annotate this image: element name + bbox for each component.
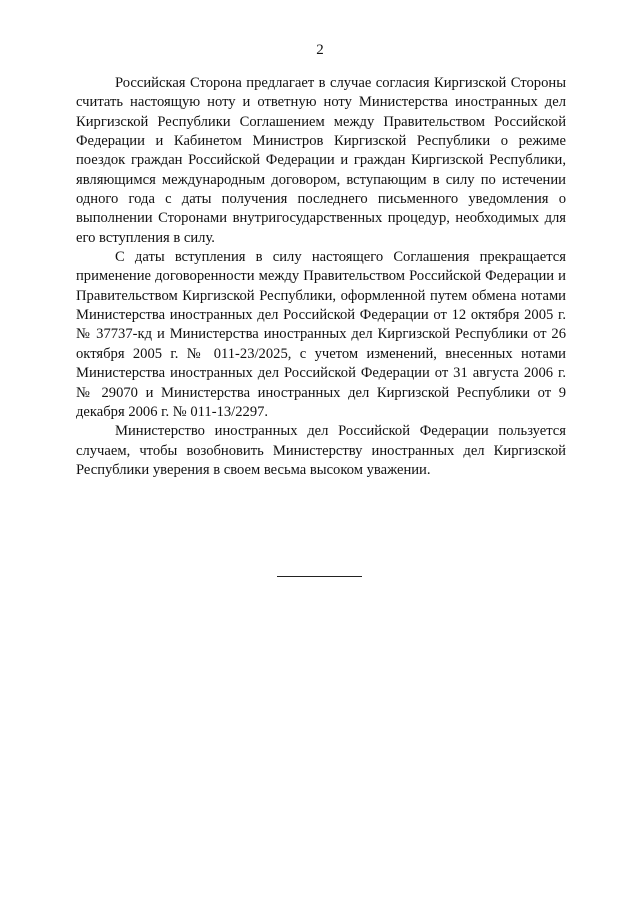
page-number: 2 (316, 42, 324, 58)
end-divider-line (277, 576, 362, 577)
paragraph-termination: С даты вступления в силу настоящего Соглашения прекращается применение договоренности между Правительством Российской Федерации и Правительством Киргизской Республики, оформленной путем обмена нотами Министерства иностранных дел Российской Федерации от 12 октября 2005 г. № 37737-кд и Министерства иностранных дел Киргизской Республики от 26 октября 2005 г. № 011-23/2025, с учетом изменений, внесенных нотами Министерства иностранных дел Российской Федерации от 31 августа 2006 г. № 29070 и Министерства иностранных дел Киргизской Республики от 9 декабря 2006 г. № 011-13/2297. (76, 249, 566, 420)
document-body (76, 74, 566, 480)
paragraph-proposal: Российская Сторона предлагает в случае согласия Киргизской Стороны считать настоящую ноту и ответную ноту Министерства иностранных дел Киргизской Республики Соглашением между Правительством Российской Федерации и Кабинетом Министров Киргизской Республики о режиме поездок граждан Российской Федерации и граждан Киргизской Республики, являющимся международным договором, вступающим в силу по истечении одного года с даты получения последнего письменного уведомления о выполнении Сторонами внутригосударственных процедур, необходимых для его вступления в силу. (76, 75, 566, 246)
paragraph-closing: Министерство иностранных дел Российской Федерации пользуется случаем, чтобы возобновить Министерству иностранных дел Киргизской Республики уверения в своем весьма высоком уважении. (76, 423, 566, 478)
